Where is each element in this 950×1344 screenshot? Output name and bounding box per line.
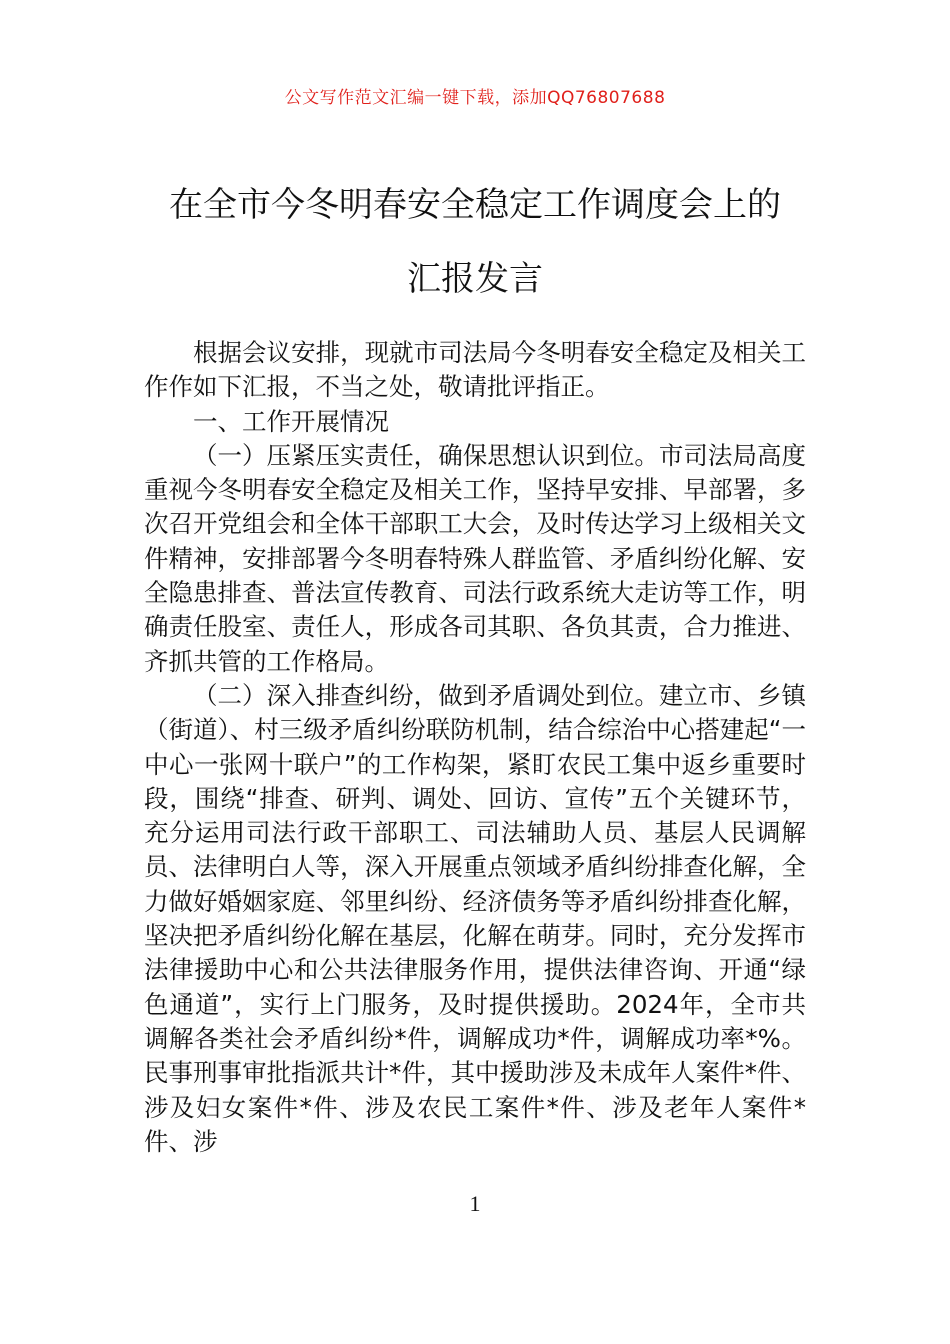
document-body [144,336,806,1159]
document-title-line-1: 在全市今冬明春安全稳定工作调度会上的 [169,185,781,225]
document-title [120,168,830,316]
header-note: 公文写作范文汇编一键下载，添加QQ76807688 [284,88,666,108]
intro-paragraph: 根据会议安排，现就市司法局今冬明春安全稳定及相关工作作如下汇报，不当之处，敬请批评指正。 [144,338,806,402]
section-heading: 一、工作开展情况 [193,406,389,436]
subsection-paragraph-2: （二）深入排查纠纷，做到矛盾调处到位。建立市、乡镇（街道）、村三级矛盾纠纷联防机制，结合综治中心搭建起“一中心一张网十联户”的工作构架，紧盯农民工集中返乡重要时段，围绕“排查、研判、调处、回访、宣传”五个关键环节，充分运用司法行政干部职工、司法辅助人员、基层人民调解员、法律明白人等，深入开展重点领域矛盾纠纷排查化解，全力做好婚姻家庭、邻里纠纷、经济债务等矛盾纠纷排查化解，坚决把矛盾纠纷化解在基层，化解在萌芽。同时，充分发挥市法律援助中心和公共法律服务作用，提供法律咨询、开通“绿色通道”，实行上门服务，及时提供援助。2024年，全市共调解各类社会矛盾纠纷*件，调解成功*件，调解成功率*%。民事刑事审批指派共计*件，其中援助涉及未成年人案件*件、涉及妇女案件*件、涉及农民工案件*件、涉及老年人案件*件、涉 [144,680,806,1156]
subsection-paragraph-1: （一）压紧压实责任，确保思想认识到位。市司法局高度重视今冬明春安全稳定及相关工作，坚持早安排、早部署，多次召开党组会和全体干部职工大会，及时传达学习上级相关文件精神，安排部署今冬明春特殊人群监管、矛盾纠纷化解、安全隐患排查、普法宣传教育、司法行政系统大走访等工作，明确责任股室、责任人，形成各司其职、各负其责，合力推进、齐抓共管的工作格局。 [144,440,806,676]
page-number: 1 [469,1191,481,1216]
document-title-line-2: 汇报发言 [407,259,543,299]
